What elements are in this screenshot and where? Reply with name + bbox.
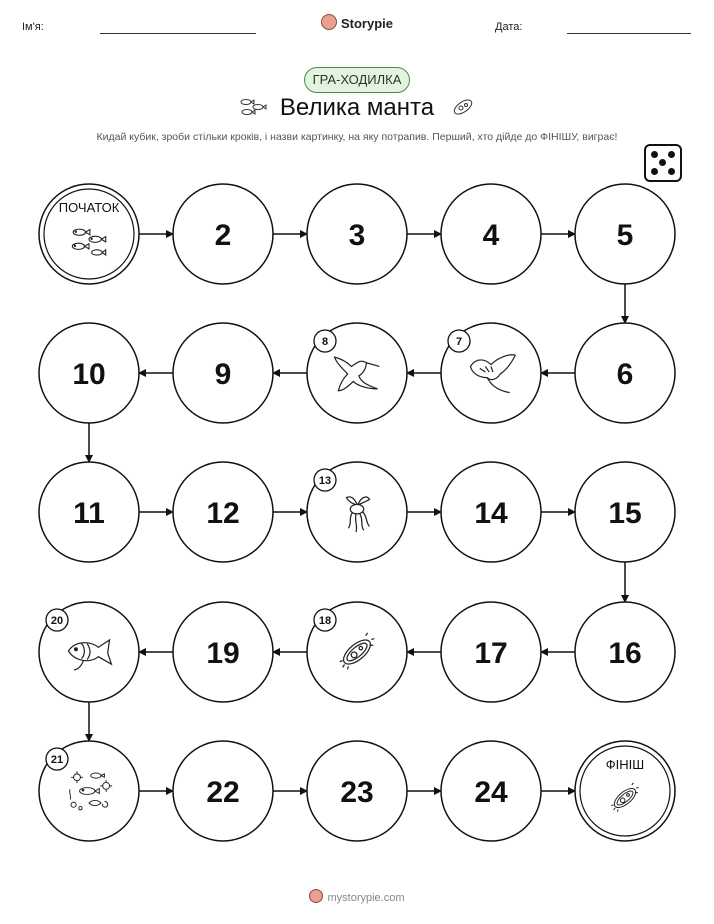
cell-number: 4: [482, 219, 500, 252]
board-cell-23: [307, 741, 407, 841]
cell-number: 9: [214, 358, 232, 391]
cell-badge-number: 21: [50, 754, 64, 766]
cell-number: 14: [474, 497, 508, 530]
board-cell-5: [575, 184, 675, 284]
board-cell-25: [575, 741, 675, 841]
start-label: ПОЧАТОК: [58, 200, 120, 215]
footer: [0, 889, 714, 904]
board-cell-20: [39, 602, 139, 702]
board-cell-7: [441, 323, 541, 423]
cell-badge-number: 7: [455, 336, 463, 348]
board-cell-21: [39, 741, 139, 841]
board-cell-22: [173, 741, 273, 841]
cell-number: 11: [73, 497, 105, 530]
board-cell-8: [307, 323, 407, 423]
board-cell-4: [441, 184, 541, 284]
game-type-badge: ГРА-ХОДИЛКА: [304, 67, 410, 93]
brand-label: Storypie: [340, 16, 393, 31]
board-cell-6: [575, 323, 675, 423]
cell-number: 23: [340, 776, 374, 809]
cell-number: 15: [608, 497, 642, 530]
cell-number: 12: [206, 497, 240, 530]
board-cell-14: [441, 462, 541, 562]
board-cell-9: [173, 323, 273, 423]
board-cell-12: [173, 462, 273, 562]
board-cells: [39, 184, 675, 841]
cell-number: 5: [616, 219, 634, 252]
board-cell-15: [575, 462, 675, 562]
board-cell-19: [173, 602, 273, 702]
board-cell-1: [39, 184, 139, 284]
cell-number: 6: [616, 358, 634, 391]
title-text: Велика манта: [279, 94, 435, 121]
board-cell-2: [173, 184, 273, 284]
board-cell-24: [441, 741, 541, 841]
storypie-logo-icon: [309, 889, 323, 903]
date-label: Дата:: [495, 21, 523, 33]
cell-number: 24: [474, 776, 508, 809]
cell-badge-number: 8: [321, 336, 329, 348]
cell-number: 10: [72, 358, 106, 391]
board-cell-16: [575, 602, 675, 702]
cell-number: 3: [348, 219, 366, 252]
cell-number: 16: [608, 637, 642, 670]
cell-badge-number: 18: [318, 615, 332, 627]
footer-url: mystorypie.com: [327, 892, 405, 904]
cell-number: 17: [474, 637, 508, 670]
board-cell-10: [39, 323, 139, 423]
cell-badge-number: 13: [318, 475, 332, 487]
board-cell-18: [307, 602, 407, 702]
cell-badge-number: 20: [50, 615, 64, 627]
board-cell-17: [441, 602, 541, 702]
cell-number: 2: [214, 219, 232, 252]
cell-number: 22: [206, 776, 240, 809]
board-cell-3: [307, 184, 407, 284]
finish-label: ФІНІШ: [605, 757, 645, 772]
cell-number: 19: [206, 637, 240, 670]
instructions: Кидай кубик, зроби стільки кроків, і назви картинку, на яку потрапив. Перший, хто дійде до ФІНІШУ, виграє!: [96, 131, 618, 143]
board-cell-11: [39, 462, 139, 562]
name-label: Ім'я:: [22, 21, 44, 33]
board-cell-13: [307, 462, 407, 562]
